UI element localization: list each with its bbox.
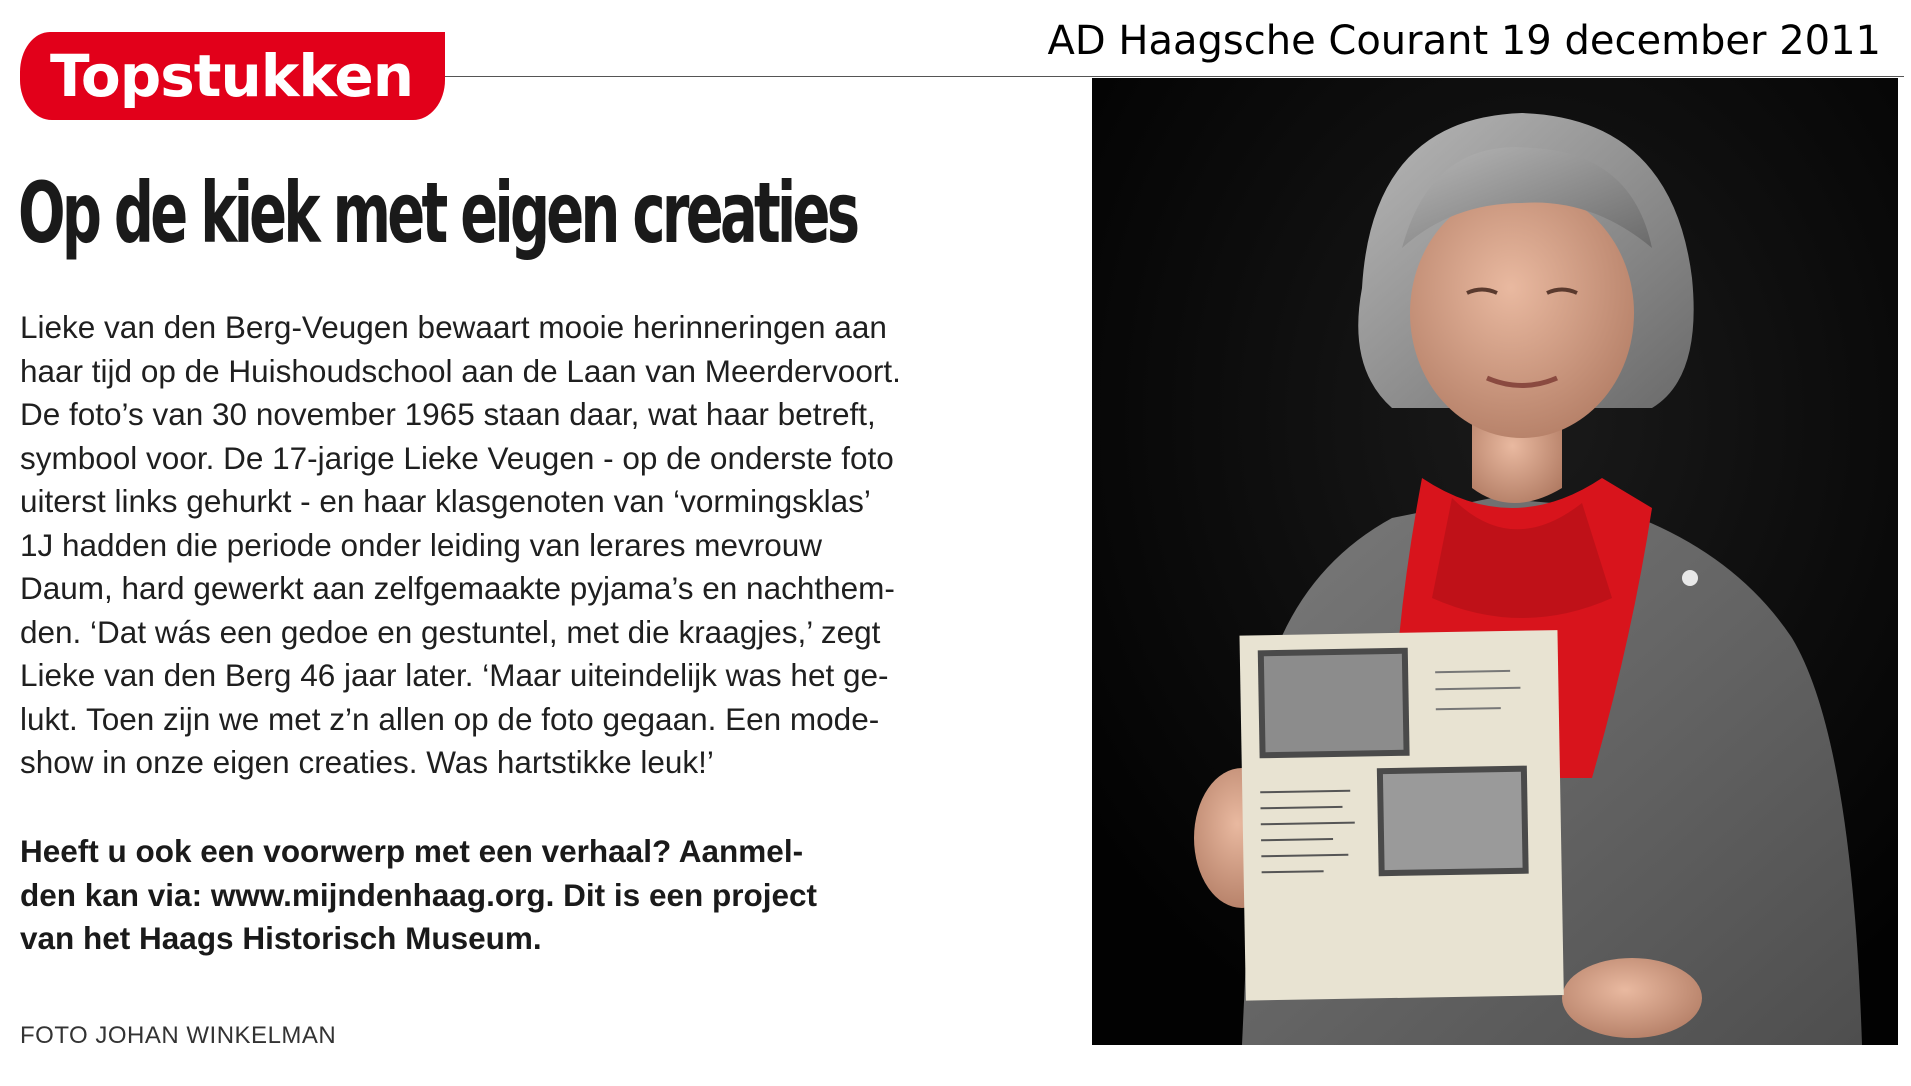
portrait-photo xyxy=(1092,78,1898,1045)
portrait-illustration xyxy=(1092,78,1898,1045)
article-body xyxy=(20,306,1060,785)
face xyxy=(1410,188,1634,438)
body-line: Lieke van den Berg-Veugen bewaart mooie herinneringen aan xyxy=(20,309,887,345)
body-line: show in onze eigen creaties. Was hartstikke leuk!’ xyxy=(20,744,714,780)
body-line: haar tijd op de Huishoudschool aan de Laan van Meerdervoort. xyxy=(20,352,901,389)
cta-line: Heeft u ook een voorwerp met een verhaal? Aanmel- xyxy=(20,833,804,869)
dateline: AD Haagsche Courant 19 december 2011 xyxy=(1047,18,1881,64)
body-line: 1J hadden die periode onder leiding van lerares mevrouw xyxy=(20,526,823,563)
body-line: den. ‘Dat wás een gedoe en gestuntel, met die kraagjes,’ zegt xyxy=(20,613,881,650)
cta-line: van het Haags Historisch Museum. xyxy=(20,920,542,956)
photo-credit: FOTO JOHAN WINKELMAN xyxy=(20,1022,337,1049)
body-line: lukt. Toen zijn we met z’n allen op de foto gegaan. Een mode- xyxy=(20,700,880,737)
body-line: Lieke van den Berg 46 jaar later. ‘Maar uiteindelijk was het ge- xyxy=(20,657,889,693)
cta-line: den kan via: www.mijndenhaag.org. Dit is een project xyxy=(20,876,817,913)
album-page xyxy=(1239,630,1563,1000)
body-line: Daum, hard gewerkt aan zelfgemaakte pyjama’s en nachthem- xyxy=(20,570,895,606)
body-line: symbool voor. De 17-jarige Lieke Veugen - op de onderste foto xyxy=(20,439,894,476)
header-rule xyxy=(440,76,1904,77)
headline: Op de kiek met eigen creaties xyxy=(18,164,857,262)
body-line: uiterst links gehurkt - en haar klasgenoten van ‘vormingsklas’ xyxy=(20,483,871,519)
body-line: De foto’s van 30 november 1965 staan daar, wat haar betreft, xyxy=(20,396,876,432)
call-to-action xyxy=(20,830,1060,961)
section-badge: Topstukken xyxy=(20,32,445,120)
